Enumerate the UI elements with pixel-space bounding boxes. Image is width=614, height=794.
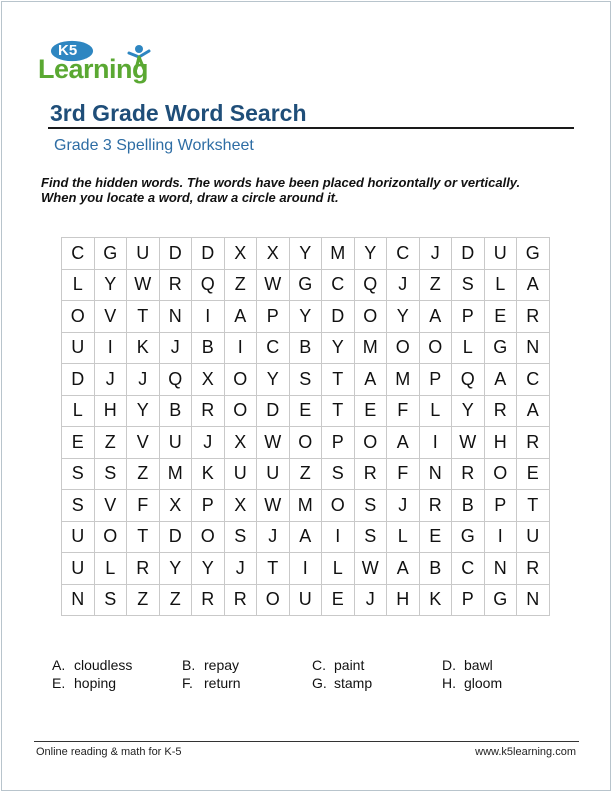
word-letter: D. [442, 657, 456, 673]
grid-row [62, 395, 550, 427]
grid-row [62, 238, 550, 270]
grid-cell[interactable]: S [62, 458, 95, 490]
grid-cell[interactable]: B [159, 395, 192, 427]
grid-cell[interactable]: I [289, 553, 322, 585]
grid-cell[interactable]: Z [127, 458, 160, 490]
grid-cell[interactable]: Z [224, 269, 257, 301]
grid-cell[interactable]: I [322, 521, 355, 553]
grid-row [62, 490, 550, 522]
word-text: return [204, 675, 241, 691]
grid-cell[interactable]: G [452, 521, 485, 553]
grid-cell[interactable]: J [387, 490, 420, 522]
grid-cell[interactable]: W [452, 427, 485, 459]
grid-cell[interactable]: P [322, 427, 355, 459]
grid-cell[interactable]: R [127, 553, 160, 585]
grid-cell[interactable]: E [62, 427, 95, 459]
grid-row [62, 427, 550, 459]
grid-cell[interactable]: K [127, 332, 160, 364]
grid-cell[interactable]: Y [354, 238, 387, 270]
word-text: gloom [464, 675, 503, 691]
grid-cell[interactable]: W [257, 490, 290, 522]
grid-cell[interactable]: E [484, 301, 517, 333]
word-letter: G. [312, 675, 327, 691]
grid-cell[interactable]: R [419, 490, 452, 522]
grid-cell[interactable]: V [94, 490, 127, 522]
grid-cell[interactable]: X [224, 490, 257, 522]
grid-cell[interactable]: P [452, 584, 485, 616]
grid-cell[interactable]: L [94, 553, 127, 585]
page-title: 3rd Grade Word Search [50, 100, 307, 126]
grid-cell[interactable]: D [159, 238, 192, 270]
grid-cell[interactable]: P [419, 364, 452, 396]
grid-cell[interactable]: W [257, 427, 290, 459]
grid-cell[interactable]: R [159, 269, 192, 301]
grid-cell[interactable]: G [484, 584, 517, 616]
grid-row [62, 301, 550, 333]
logo-badge-text: K5 [58, 42, 78, 59]
grid-cell[interactable]: F [127, 490, 160, 522]
grid-cell[interactable]: C [322, 269, 355, 301]
grid-cell[interactable]: T [322, 395, 355, 427]
grid-cell[interactable]: F [387, 458, 420, 490]
grid-cell[interactable]: Y [192, 553, 225, 585]
grid-cell[interactable]: T [322, 364, 355, 396]
grid-cell[interactable]: M [322, 238, 355, 270]
grid-cell[interactable]: U [159, 427, 192, 459]
grid-cell[interactable]: U [62, 553, 95, 585]
grid-cell[interactable]: J [127, 364, 160, 396]
footer-tagline: Online reading & math for K-5 [36, 746, 182, 758]
grid-cell[interactable]: G [517, 238, 550, 270]
grid-cell[interactable]: N [517, 332, 550, 364]
grid-cell[interactable]: U [484, 238, 517, 270]
grid-cell[interactable]: P [452, 301, 485, 333]
word-search-grid [61, 237, 550, 616]
grid-cell[interactable]: Y [387, 301, 420, 333]
grid-cell[interactable]: A [484, 364, 517, 396]
grid-cell[interactable]: E [517, 458, 550, 490]
grid-row [62, 332, 550, 364]
grid-cell[interactable]: M [354, 332, 387, 364]
grid-cell[interactable]: Q [159, 364, 192, 396]
grid-cell[interactable]: J [387, 269, 420, 301]
grid-cell[interactable]: E [354, 395, 387, 427]
grid-cell[interactable]: D [257, 395, 290, 427]
grid-cell[interactable]: O [419, 332, 452, 364]
k5-learning-logo [38, 38, 158, 88]
grid-cell[interactable]: O [289, 427, 322, 459]
grid-cell[interactable]: I [419, 427, 452, 459]
word-text: paint [334, 657, 365, 673]
grid-cell[interactable]: S [289, 364, 322, 396]
grid-cell[interactable]: J [257, 521, 290, 553]
grid-cell[interactable]: Z [94, 427, 127, 459]
grid-cell[interactable]: Y [452, 395, 485, 427]
grid-cell[interactable]: C [257, 332, 290, 364]
grid-cell[interactable]: R [517, 427, 550, 459]
grid-cell[interactable]: J [192, 427, 225, 459]
grid-cell[interactable]: S [452, 269, 485, 301]
grid-cell[interactable]: U [224, 458, 257, 490]
word-list-item [442, 657, 493, 673]
logo-word: Learning [38, 54, 149, 84]
grid-cell[interactable]: O [62, 301, 95, 333]
grid-cell[interactable]: M [289, 490, 322, 522]
grid-cell[interactable]: L [387, 521, 420, 553]
grid-cell[interactable]: C [452, 553, 485, 585]
grid-cell[interactable]: C [387, 238, 420, 270]
page-subtitle: Grade 3 Spelling Worksheet [54, 137, 254, 154]
grid-cell[interactable]: X [224, 238, 257, 270]
grid-cell[interactable]: J [159, 332, 192, 364]
grid-cell[interactable]: R [224, 584, 257, 616]
grid-row [62, 364, 550, 396]
grid-cell[interactable]: U [289, 584, 322, 616]
grid-cell[interactable]: L [419, 395, 452, 427]
grid-cell[interactable]: U [127, 238, 160, 270]
grid-cell[interactable]: A [224, 301, 257, 333]
word-list-item [52, 675, 116, 691]
grid-cell[interactable]: E [419, 521, 452, 553]
footer-rule [34, 741, 579, 742]
grid-cell[interactable]: Y [322, 332, 355, 364]
grid-cell[interactable]: L [62, 269, 95, 301]
grid-cell[interactable]: L [62, 395, 95, 427]
grid-cell[interactable]: O [192, 521, 225, 553]
grid-cell[interactable]: D [322, 301, 355, 333]
footer-website: www.k5learning.com [475, 746, 576, 758]
grid-cell[interactable]: Y [94, 269, 127, 301]
grid-cell[interactable]: S [94, 458, 127, 490]
grid-cell[interactable]: G [289, 269, 322, 301]
grid-cell[interactable]: S [354, 521, 387, 553]
grid-cell[interactable]: A [517, 269, 550, 301]
grid-cell[interactable]: R [192, 395, 225, 427]
grid-cell[interactable]: E [322, 584, 355, 616]
grid-row [62, 521, 550, 553]
word-list-item [182, 657, 239, 673]
grid-cell[interactable]: X [192, 364, 225, 396]
word-list-item [182, 675, 241, 691]
grid-cell[interactable]: L [484, 269, 517, 301]
grid-cell[interactable]: W [354, 553, 387, 585]
grid-cell[interactable]: Y [289, 301, 322, 333]
grid-cell[interactable]: S [62, 490, 95, 522]
grid-cell[interactable]: R [192, 584, 225, 616]
grid-cell[interactable]: Z [127, 584, 160, 616]
grid-cell[interactable]: Y [289, 238, 322, 270]
grid-cell[interactable]: X [159, 490, 192, 522]
grid-cell[interactable]: T [127, 301, 160, 333]
grid-cell[interactable]: Q [452, 364, 485, 396]
grid-cell[interactable]: D [159, 521, 192, 553]
grid-cell[interactable]: M [159, 458, 192, 490]
grid-cell[interactable]: Z [159, 584, 192, 616]
grid-cell[interactable]: O [94, 521, 127, 553]
grid-cell[interactable]: R [484, 395, 517, 427]
grid-cell[interactable]: P [484, 490, 517, 522]
grid-cell[interactable]: J [94, 364, 127, 396]
grid-cell[interactable]: H [387, 584, 420, 616]
grid-cell[interactable]: A [354, 364, 387, 396]
grid-cell[interactable]: Z [289, 458, 322, 490]
grid-cell[interactable]: D [452, 238, 485, 270]
grid-cell[interactable]: L [452, 332, 485, 364]
grid-cell[interactable]: T [127, 521, 160, 553]
grid-cell[interactable]: O [387, 332, 420, 364]
grid-row [62, 458, 550, 490]
grid-cell[interactable]: U [257, 458, 290, 490]
grid-cell[interactable]: R [452, 458, 485, 490]
grid-cell[interactable]: O [322, 490, 355, 522]
grid-cell[interactable]: J [354, 584, 387, 616]
grid-cell[interactable]: T [517, 490, 550, 522]
grid-cell[interactable]: K [192, 458, 225, 490]
grid-cell[interactable]: Z [419, 269, 452, 301]
grid-row [62, 553, 550, 585]
grid-cell[interactable]: P [257, 301, 290, 333]
grid-cell[interactable]: U [517, 521, 550, 553]
grid-cell[interactable]: O [484, 458, 517, 490]
grid-cell[interactable]: E [289, 395, 322, 427]
grid-cell[interactable]: N [484, 553, 517, 585]
grid-cell[interactable]: O [354, 427, 387, 459]
grid-cell[interactable]: N [62, 584, 95, 616]
grid-cell[interactable]: R [354, 458, 387, 490]
grid-cell[interactable]: U [62, 521, 95, 553]
grid-cell[interactable]: S [354, 490, 387, 522]
word-list-item [312, 675, 372, 691]
word-text: stamp [334, 675, 373, 691]
word-letter: A. [52, 657, 66, 673]
grid-cell[interactable]: P [192, 490, 225, 522]
grid-cell[interactable]: B [419, 553, 452, 585]
grid-cell[interactable]: W [257, 269, 290, 301]
word-text: bawl [464, 657, 493, 673]
grid-cell[interactable]: N [419, 458, 452, 490]
grid-cell[interactable]: J [419, 238, 452, 270]
grid-cell[interactable]: H [94, 395, 127, 427]
grid-cell[interactable]: O [224, 364, 257, 396]
grid-cell[interactable]: C [62, 238, 95, 270]
grid-cell[interactable]: Y [159, 553, 192, 585]
grid-row [62, 269, 550, 301]
grid-cell[interactable]: X [224, 427, 257, 459]
grid-cell[interactable]: M [387, 364, 420, 396]
grid-cell[interactable]: D [62, 364, 95, 396]
grid-cell[interactable]: Y [127, 395, 160, 427]
word-text: repay [204, 657, 240, 673]
grid-cell[interactable]: S [94, 584, 127, 616]
grid-cell[interactable]: V [94, 301, 127, 333]
word-letter: H. [442, 675, 456, 691]
word-text: hoping [74, 675, 117, 691]
grid-cell[interactable]: S [322, 458, 355, 490]
grid-cell[interactable]: X [257, 238, 290, 270]
grid-cell[interactable]: B [289, 332, 322, 364]
grid-cell[interactable]: R [517, 301, 550, 333]
grid-cell[interactable]: Q [192, 269, 225, 301]
grid-cell[interactable]: D [192, 238, 225, 270]
grid-cell[interactable]: A [387, 553, 420, 585]
grid-cell[interactable]: B [192, 332, 225, 364]
grid-cell[interactable]: T [257, 553, 290, 585]
grid-cell[interactable]: L [322, 553, 355, 585]
word-list-item [312, 657, 364, 673]
grid-cell[interactable]: G [94, 238, 127, 270]
word-letter: F. [182, 675, 193, 691]
word-letter: C. [312, 657, 326, 673]
grid-row [62, 584, 550, 616]
grid-cell[interactable]: A [419, 301, 452, 333]
grid-cell[interactable]: A [387, 427, 420, 459]
grid-cell[interactable]: I [94, 332, 127, 364]
grid-cell[interactable]: G [484, 332, 517, 364]
grid-cell[interactable]: O [354, 301, 387, 333]
grid-cell[interactable]: R [517, 553, 550, 585]
grid-cell[interactable]: A [289, 521, 322, 553]
grid-cell[interactable]: Y [257, 364, 290, 396]
grid-cell[interactable]: C [517, 364, 550, 396]
grid-cell[interactable]: O [257, 584, 290, 616]
word-letter: B. [182, 657, 196, 673]
grid-cell[interactable]: U [62, 332, 95, 364]
grid-cell[interactable]: K [419, 584, 452, 616]
grid-cell[interactable]: I [224, 332, 257, 364]
grid-cell[interactable]: O [224, 395, 257, 427]
grid-cell[interactable]: N [159, 301, 192, 333]
word-letter: E. [52, 675, 66, 691]
grid-cell[interactable]: H [484, 427, 517, 459]
grid-cell[interactable]: J [224, 553, 257, 585]
grid-cell[interactable]: A [517, 395, 550, 427]
grid-cell[interactable]: F [387, 395, 420, 427]
grid-cell[interactable]: I [192, 301, 225, 333]
grid-cell[interactable]: V [127, 427, 160, 459]
title-rule [48, 127, 574, 129]
grid-cell[interactable]: W [127, 269, 160, 301]
instructions: Find the hidden words. The words have been placed horizontally or vertically. When you locate a word, draw a circle around it. [41, 175, 521, 205]
grid-cell[interactable]: S [224, 521, 257, 553]
grid-cell[interactable]: N [517, 584, 550, 616]
word-text: cloudless [74, 657, 133, 673]
grid-cell[interactable]: B [452, 490, 485, 522]
word-list-item [52, 657, 132, 673]
grid-cell[interactable]: I [484, 521, 517, 553]
word-list-item [442, 675, 502, 691]
grid-cell[interactable]: Q [354, 269, 387, 301]
